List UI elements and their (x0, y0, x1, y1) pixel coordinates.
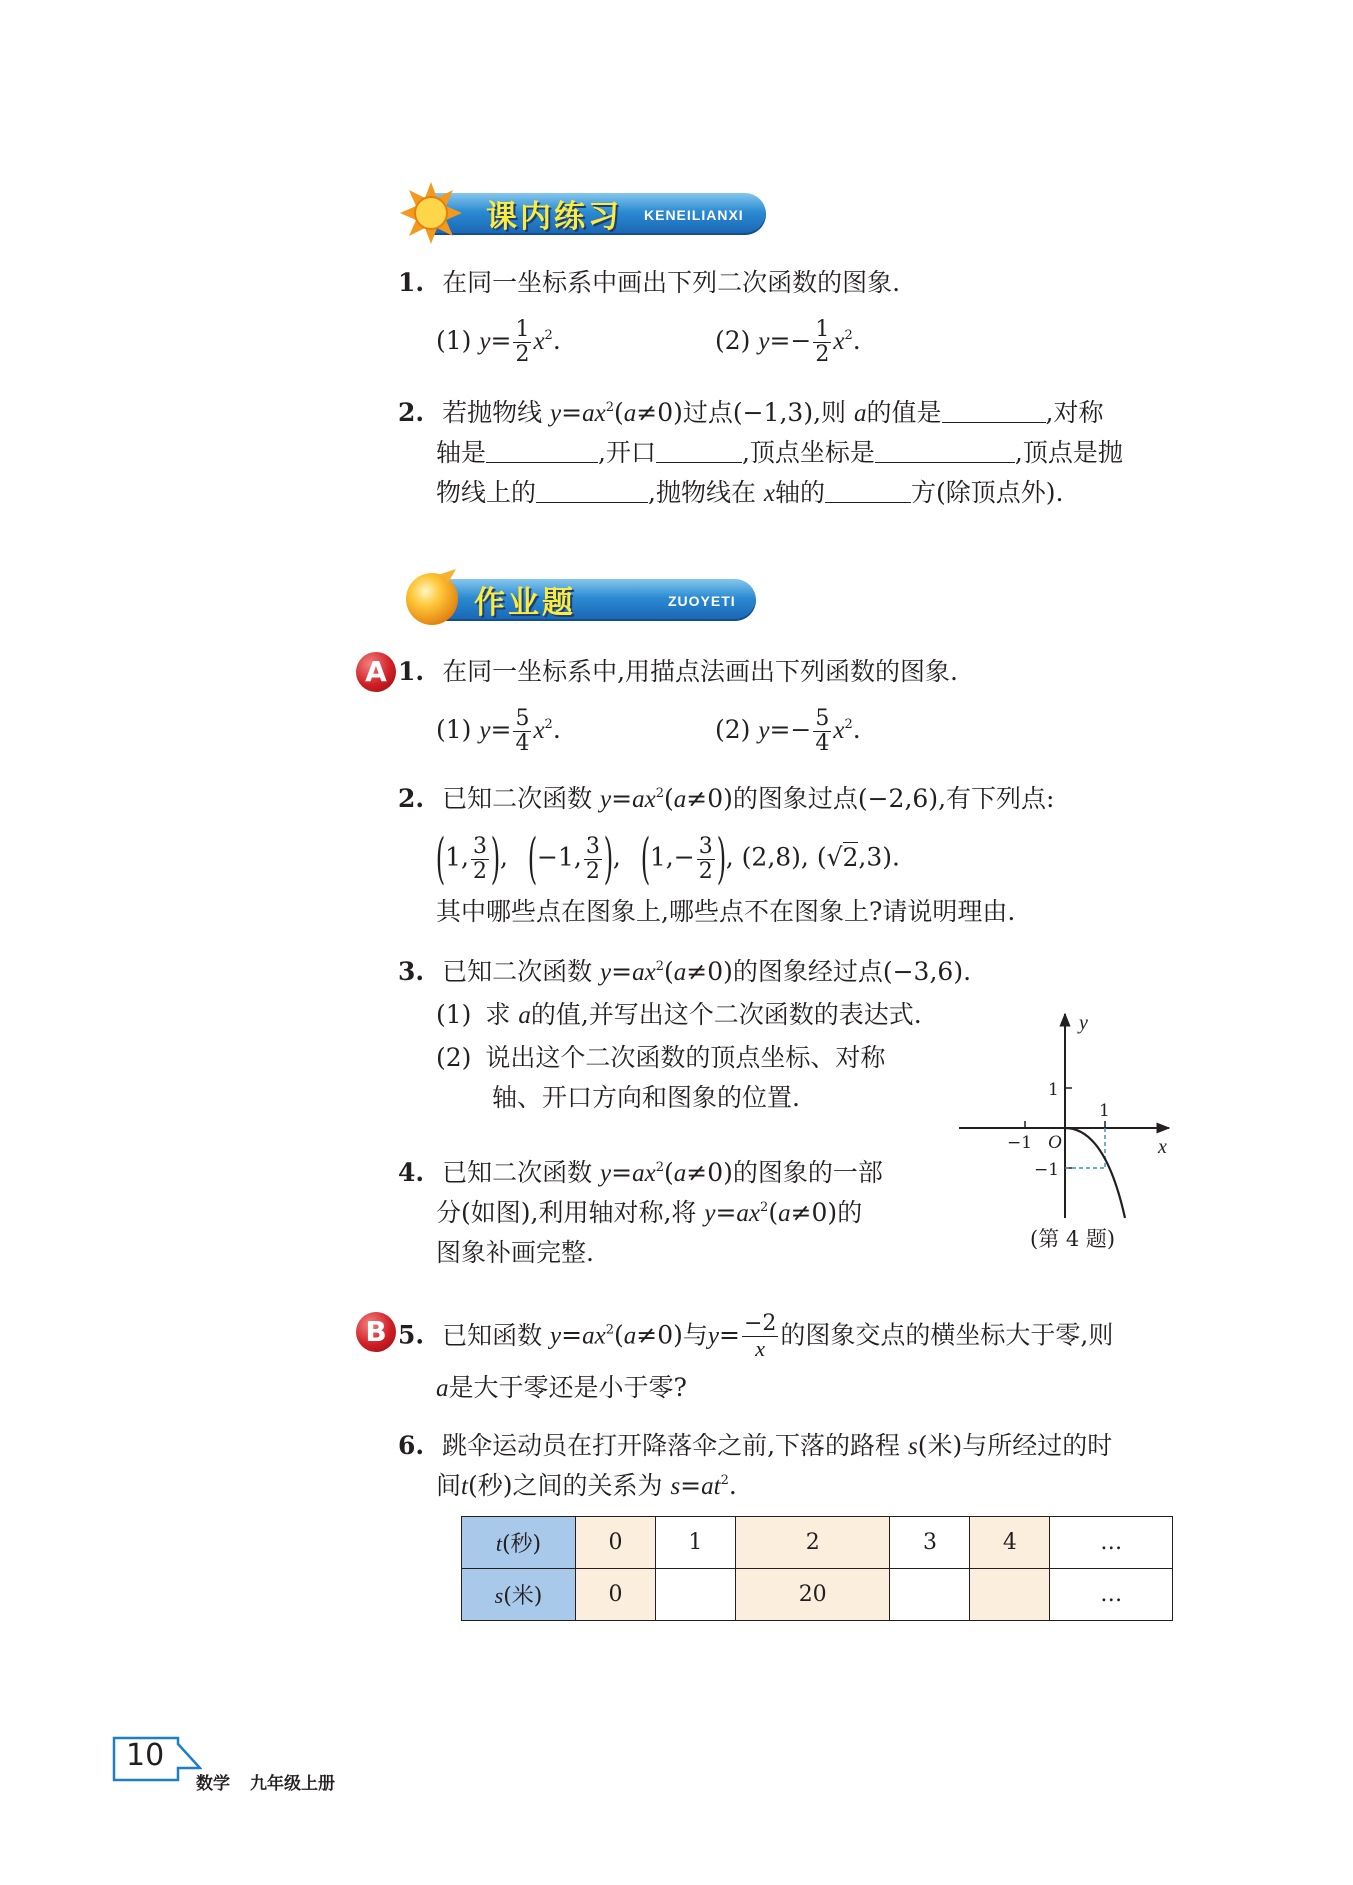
homework-q3-sub2-line2: 轴、开口方向和图象的位置. (492, 1083, 800, 1112)
table-cell: … (1050, 1569, 1173, 1621)
table-cell: 0 (576, 1517, 656, 1569)
homework-q4-line1: 4. 已知二次函数 $y=ax^2(a\ne 0)$的图象的一部 (398, 1158, 883, 1187)
homework-q4-line2: 分(如图),利用轴对称,将 $y=ax^2(a\ne 0)$的 (436, 1198, 863, 1227)
homework-banner (436, 579, 756, 621)
tick-xm1: −1 (1007, 1133, 1033, 1153)
homework-q3-sub1: (1) 求 a的值,并写出这个二次函数的表达式. (436, 1000, 922, 1029)
exercise-q2-line2: 轴是 ,开口 ,顶点坐标是 ,顶点是抛 (436, 438, 1123, 467)
figure-caption: (第 4 题) (1030, 1227, 1116, 1251)
homework-q2-points: (1, $\frac{3}{2}$ ), (−1, $\frac{3}{2}$ ), (1,− $\frac{3}{2}$ ), (2,8), (√2,3). (435, 827, 900, 890)
table-header-distance: s(米) (462, 1569, 576, 1621)
homework-subtitle: ZUOYETI (668, 593, 736, 609)
exercise-q2-line3: 物线上的 ,抛物线在 x轴的 方(除顶点外). (436, 478, 1064, 507)
q4-figure (955, 1008, 1175, 1228)
exercise-title: 课内练习 (486, 199, 622, 235)
table-cell: 4 (970, 1517, 1050, 1569)
homework-q4-line3: 图象补画完整. (436, 1238, 594, 1267)
homework-q5-line1: 5. 已知函数 $y=ax^2(a\ne 0)$与y= $\frac{-2}{x}$ 的图象交点的横坐标大于零,则 (398, 1311, 1114, 1361)
exercise-q1-sub2: (2) y=− $\frac{1}{2}$ $x^2$. (715, 317, 861, 367)
footer-subject: 数学 (196, 1774, 230, 1794)
fall-distance-table (461, 1516, 1173, 1621)
level-a-badge: A (356, 652, 396, 692)
exercise-banner (428, 193, 766, 235)
homework-q5-line2: a是大于零还是小于零? (436, 1373, 687, 1402)
answer-blank[interactable] (825, 478, 911, 503)
table-cell: … (1050, 1517, 1173, 1569)
homework-q1: 1. 在同一坐标系中,用描点法画出下列函数的图象. (398, 657, 958, 686)
exercise-q1-text: 在同一坐标系中画出下列二次函数的图象. (442, 268, 901, 297)
exercise-q1-sub1: (1) y= $\frac{1}{2}$ $x^2$. (436, 317, 561, 367)
page-number: 10 (126, 1738, 165, 1773)
x-axis-label: x (1158, 1136, 1167, 1158)
tick-x1: 1 (1099, 1101, 1110, 1121)
homework-q6-line1: 6. 跳伞运动员在打开降落伞之前,下落的路程 s(米)与所经过的时 (398, 1431, 1113, 1460)
exercise-q1: 1. 在同一坐标系中画出下列二次函数的图象. (398, 268, 901, 297)
origin-label: O (1048, 1132, 1062, 1153)
homework-title: 作业题 (474, 585, 576, 621)
table-cell: 20 (735, 1569, 890, 1621)
table-cell: 1 (655, 1517, 735, 1569)
table-row (462, 1569, 1173, 1621)
answer-blank[interactable] (875, 438, 1015, 463)
exercise-subtitle: KENEILIANXI (644, 207, 744, 223)
homework-q1-sub1: (1) y= $\frac{5}{4}$ $x^2$. (436, 706, 561, 756)
table-cell: 0 (576, 1569, 656, 1621)
answer-blank[interactable] (656, 438, 742, 463)
footer-book: 九年级上册 (250, 1774, 335, 1794)
homework-q6-line2: 间t(秒)之间的关系为 $s=at^2$. (436, 1471, 737, 1500)
table-cell: 3 (890, 1517, 970, 1569)
tick-y1: 1 (1048, 1080, 1059, 1100)
homework-q2-line1: 2. 已知二次函数 $y=ax^2(a\ne 0)$的图象过点(−2,6),有下列点: (398, 784, 1055, 813)
table-cell[interactable] (970, 1569, 1050, 1621)
answer-blank[interactable] (942, 398, 1046, 423)
homework-q3-line1: 3. 已知二次函数 $y=ax^2(a\ne 0)$的图象经过点(−3,6). (398, 957, 972, 986)
exercise-q2-line1: 2. 若抛物线 $y=ax^2(a\ne 0)$过点(−1,3),则 a的值是 ,对称 (398, 398, 1104, 427)
table-row (462, 1517, 1173, 1569)
orange-ball-icon (402, 567, 464, 629)
table-cell[interactable] (890, 1569, 970, 1621)
y-axis-label: y (1079, 1012, 1088, 1034)
table-header-time: t(秒) (462, 1517, 576, 1569)
tick-ym1: −1 (1034, 1160, 1060, 1180)
parabola-branch (1065, 1128, 1125, 1218)
homework-q2-line3: 其中哪些点在图象上,哪些点不在图象上?请说明理由. (436, 897, 1016, 926)
homework-q3-sub2: (2) 说出这个二次函数的顶点坐标、对称 (436, 1043, 886, 1072)
table-cell: 2 (735, 1517, 890, 1569)
homework-q1-sub2: (2) y=− $\frac{5}{4}$ $x^2$. (715, 706, 861, 756)
sun-icon (398, 180, 464, 246)
level-b-badge: B (356, 1312, 396, 1352)
answer-blank[interactable] (486, 438, 598, 463)
table-cell[interactable] (655, 1569, 735, 1621)
answer-blank[interactable] (536, 478, 648, 503)
